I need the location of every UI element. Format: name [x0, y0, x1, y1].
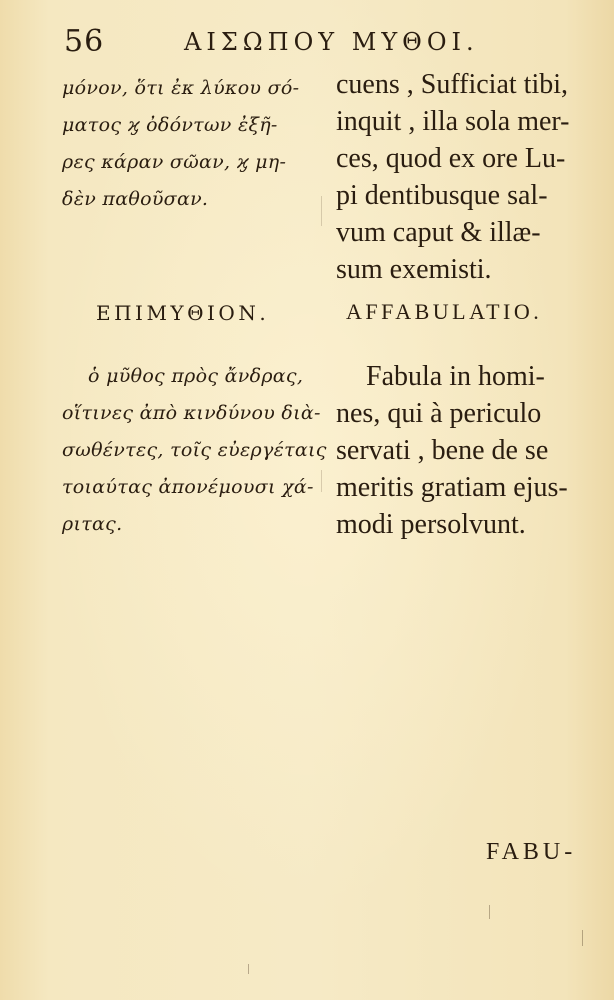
greek-line: δὲν παθοῦσαν. [62, 188, 209, 210]
column-rule-mark [321, 470, 322, 492]
latin-line: nes, qui à periculo [336, 398, 542, 429]
greek-line: οἵτινες ἀπὸ κινδύνου διὰ- [62, 402, 321, 424]
fable-greek-text [62, 70, 320, 218]
paper-speck [582, 930, 583, 946]
latin-line: vum caput & illæ- [336, 217, 541, 248]
catchword: FABU- [486, 839, 577, 865]
latin-line: modi persolvunt. [336, 509, 526, 540]
greek-line: μόνον, ὅτι ἐκ λύκου σό- [62, 77, 300, 99]
page-header [64, 22, 554, 62]
latin-line: Fabula in homi- [366, 361, 545, 392]
latin-line: servati , bene de se [336, 435, 549, 466]
moral-latin-text [336, 358, 598, 543]
column-rule-mark [321, 196, 322, 226]
paper-speck [248, 964, 249, 974]
latin-line: inquit , illa sola mer- [336, 106, 570, 137]
latin-line: pi dentibusque sal- [336, 180, 548, 211]
greek-line: ρες κάραν σῶαν, ϗ μη- [62, 151, 287, 173]
page-number: 56 [64, 24, 105, 59]
paper-speck [489, 905, 490, 919]
greek-line: σωθέντες, τοῖς εὐεργέταις [62, 439, 327, 461]
latin-line: meritis gratiam ejus- [336, 472, 568, 503]
fable-latin-text [336, 66, 598, 288]
latin-line: cuens , Sufficiat tibi, [336, 69, 568, 100]
moral-greek-heading: ΕΠΙΜΥΘΙΟΝ. [96, 301, 270, 325]
running-head: ΑΙΣΩΠΟΥ ΜΥΘΟΙ. [184, 28, 479, 56]
greek-line: ματος ϗ ὀδόντων ἐξῆ- [62, 114, 278, 136]
greek-line: ριτας. [62, 513, 123, 535]
latin-line: sum exemisti. [336, 254, 492, 285]
latin-line: ces, quod ex ore Lu- [336, 143, 566, 174]
moral-latin-heading: AFFABULATIO. [346, 299, 543, 324]
greek-line: τοιαύτας ἀπονέμουσι χά- [62, 476, 314, 498]
greek-line: ὁ μῦθος πρὸς ἄνδρας, [88, 365, 304, 387]
moral-greek-text [62, 358, 327, 543]
